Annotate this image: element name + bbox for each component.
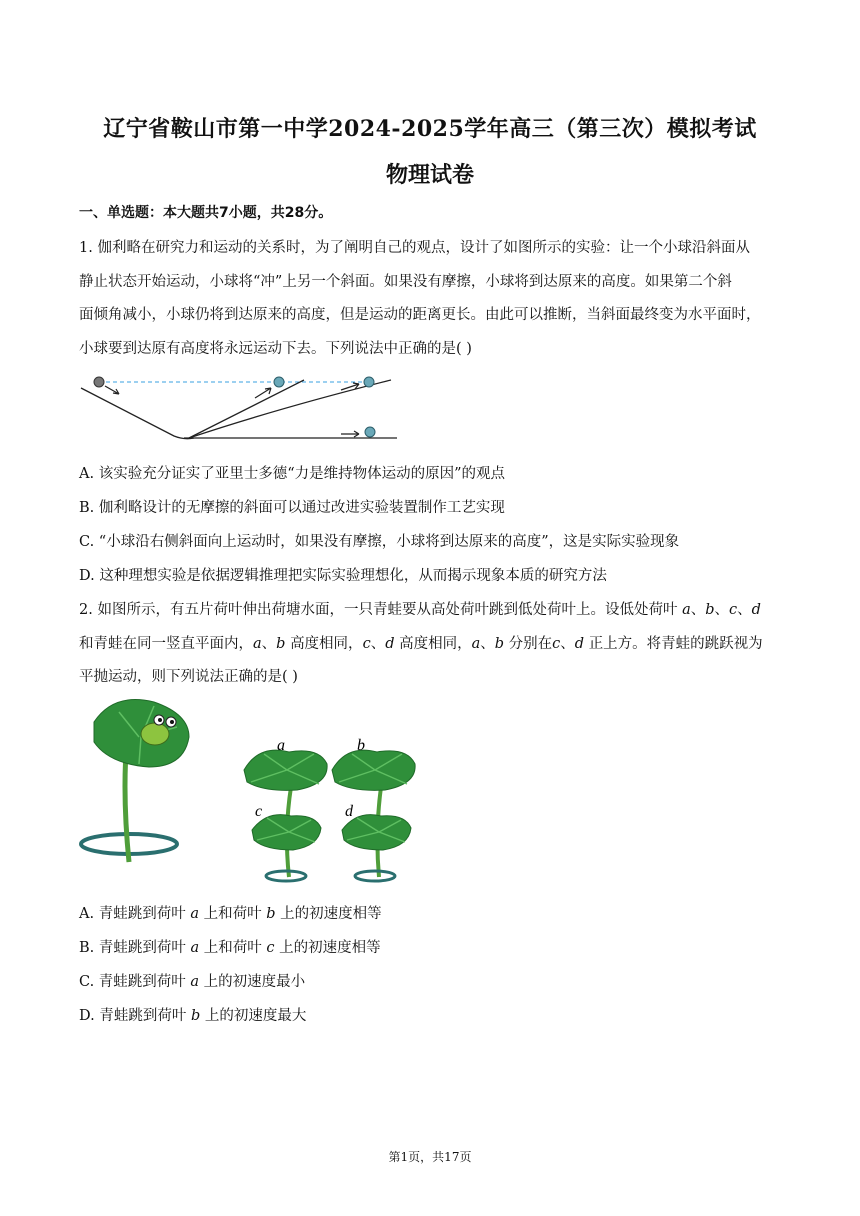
q2-text-line-3: 平抛运动，则下列说法正确的是( ) [79, 669, 298, 685]
section-heading: 一、单选题：本大题共7小题，共28分。 [79, 205, 333, 221]
q1-text-line-4: 小球要到达原有高度将永远运动下去。下列说法中正确的是( ) [79, 341, 472, 357]
q2-option-d[interactable]: D. 青蛙跳到荷叶 b 上的初速度最大 [79, 1008, 307, 1024]
ripple-ac [266, 871, 306, 881]
arrow-horizontal [341, 431, 359, 437]
ball-horizontal [365, 427, 375, 437]
q1-text-line-2: 静止状态开始运动，小球将“冲”上另一个斜面。如果没有摩擦，小球将到达原来的高度。如果第二个斜 [79, 274, 732, 290]
q1-option-c[interactable]: C. “小球沿右侧斜面向上运动时，如果没有摩擦，小球将到达原来的高度”，这是实际实验现象 [79, 534, 680, 550]
exam-subtitle: 物理试卷 [385, 162, 474, 188]
arrow-start [105, 386, 119, 394]
frog-icon [141, 723, 169, 745]
ripple-bd [355, 871, 395, 881]
ball-steep [274, 377, 284, 387]
q2-lotus-figure [79, 692, 419, 888]
label-b: b [357, 737, 365, 754]
label-c: c [255, 803, 263, 820]
q2-text-line-2: 和青蛙在同一竖直平面内，a、b 高度相同，c、d 高度相同，a、b 分别在c、d 正上方。将青蛙的跳跃视为 [79, 636, 763, 652]
exam-title: 辽宁省鞍山市第一中学2024-2025学年高三（第三次）模拟考试 [103, 116, 757, 142]
ball-start [94, 377, 104, 387]
q2-option-c[interactable]: C. 青蛙跳到荷叶 a 上的初速度最小 [79, 974, 306, 990]
label-a: a [277, 737, 285, 754]
q1-option-d[interactable]: D. 这种理想实验是依据逻辑推理把实际实验理想化，从而揭示现象本质的研究方法 [79, 568, 607, 584]
steep-right-incline [189, 380, 304, 438]
q1-option-b[interactable]: B. 伽利略设计的无摩擦的斜面可以通过改进实验装置制作工艺实现 [79, 500, 505, 516]
arrow-steep [255, 388, 271, 398]
q1-option-a[interactable]: A. 该实验充分证实了亚里士多德“力是维持物体运动的原因”的观点 [79, 466, 506, 482]
page-footer: 第1页，共17页 [388, 1150, 472, 1164]
q1-text-line-1: 1. 伽利略在研究力和运动的关系时，为了阐明自己的观点，设计了如图所示的实验：让一个小球沿斜面从 [79, 240, 750, 256]
left-incline [81, 388, 194, 439]
ball-shallow [364, 377, 374, 387]
q1-incline-figure [79, 368, 409, 448]
q2-option-a[interactable]: A. 青蛙跳到荷叶 a 上和荷叶 b 上的初速度相等 [79, 906, 382, 922]
label-d: d [345, 803, 353, 820]
shallow-right-incline [189, 380, 391, 438]
q1-text-line-3: 面倾角减小，小球仍将到达原来的高度，但是运动的距离更长。由此可以推断，当斜面最终变为水平面时， [79, 307, 761, 323]
tall-stem [125, 752, 129, 862]
q2-option-b[interactable]: B. 青蛙跳到荷叶 a 上和荷叶 c 上的初速度相等 [79, 940, 381, 956]
q2-text-line-1: 2. 如图所示，有五片荷叶伸出荷塘水面，一只青蛙要从高处荷叶跳到低处荷叶上。设低处荷叶 a、b、c、d [79, 602, 761, 618]
